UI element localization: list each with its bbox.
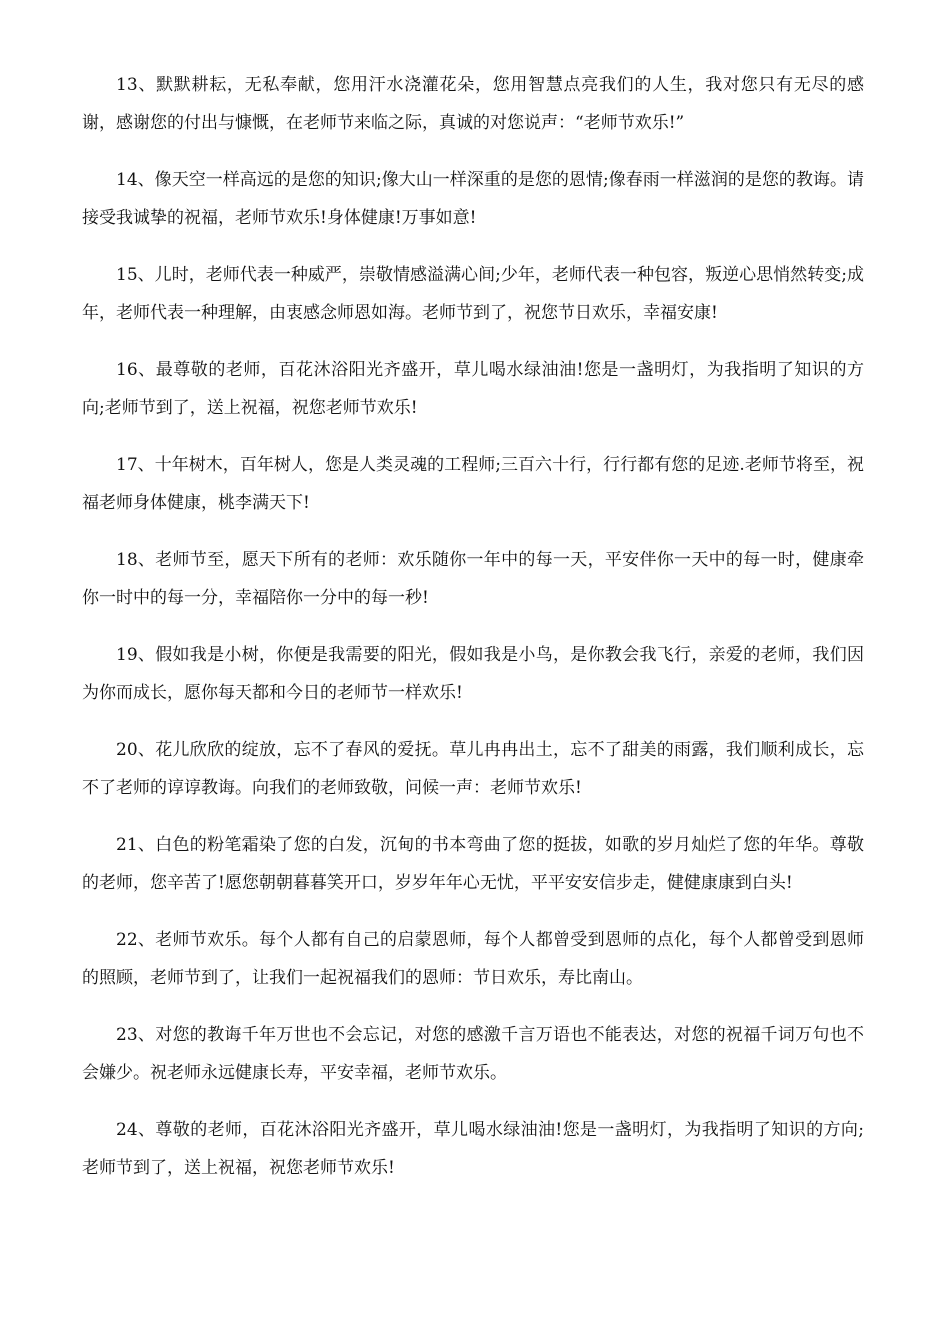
paragraph-21: 21、白色的粉笔霜染了您的白发，沉甸的书本弯曲了您的挺拔，如歌的岁月灿烂了您的年华。尊敬的老师，您辛苦了!愿您朝朝暮暮笑开口，岁岁年年心无忧，平平安安信步走，健健康康到白头! <box>82 835 864 893</box>
paragraph-19: 19、假如我是小树，你便是我需要的阳光，假如我是小鸟，是你教会我飞行，亲爱的老师，我们因为你而成长，愿你每天都和今日的老师节一样欢乐! <box>82 645 864 703</box>
paragraph-13: 13、默默耕耘，无私奉献，您用汗水浇灌花朵，您用智慧点亮我们的人生，我对您只有无尽的感谢，感谢您的付出与慷慨，在老师节来临之际，真诚的对您说声：“老师节欢乐!” <box>82 75 864 133</box>
paragraph-17: 17、十年树木，百年树人，您是人类灵魂的工程师;三百六十行，行行都有您的足迹.老师节将至，祝福老师身体健康，桃李满天下! <box>82 455 864 513</box>
paragraph-20: 20、花儿欣欣的绽放，忘不了春风的爱抚。草儿冉冉出土，忘不了甜美的雨露，我们顺利成长，忘不了老师的谆谆教诲。向我们的老师致敬，问候一声：老师节欢乐! <box>82 740 864 798</box>
paragraph-16: 16、最尊敬的老师，百花沐浴阳光齐盛开，草儿喝水绿油油!您是一盏明灯，为我指明了知识的方向;老师节到了，送上祝福，祝您老师节欢乐! <box>82 360 864 418</box>
paragraph-14: 14、像天空一样高远的是您的知识;像大山一样深重的是您的恩情;像春雨一样滋润的是您的教诲。请接受我诚挚的祝福，老师节欢乐!身体健康!万事如意! <box>82 170 864 228</box>
paragraph-22: 22、老师节欢乐。每个人都有自己的启蒙恩师，每个人都曾受到恩师的点化，每个人都曾受到恩师的照顾，老师节到了，让我们一起祝福我们的恩师：节日欢乐，寿比南山。 <box>82 930 864 988</box>
paragraph-15: 15、儿时，老师代表一种威严，崇敬情感溢满心间;少年，老师代表一种包容，叛逆心思悄然转变;成年，老师代表一种理解，由衷感念师恩如海。老师节到了，祝您节日欢乐，幸福安康! <box>82 265 864 323</box>
paragraph-24: 24、尊敬的老师，百花沐浴阳光齐盛开，草儿喝水绿油油!您是一盏明灯，为我指明了知识的方向;老师节到了，送上祝福，祝您老师节欢乐! <box>82 1120 864 1178</box>
paragraph-18: 18、老师节至，愿天下所有的老师：欢乐随你一年中的每一天，平安伴你一天中的每一时，健康牵你一时中的每一分，幸福陪你一分中的每一秒! <box>82 550 864 608</box>
paragraph-23: 23、对您的教诲千年万世也不会忘记，对您的感激千言万语也不能表达，对您的祝福千词万句也不会嫌少。祝老师永远健康长寿，平安幸福，老师节欢乐。 <box>82 1025 864 1083</box>
